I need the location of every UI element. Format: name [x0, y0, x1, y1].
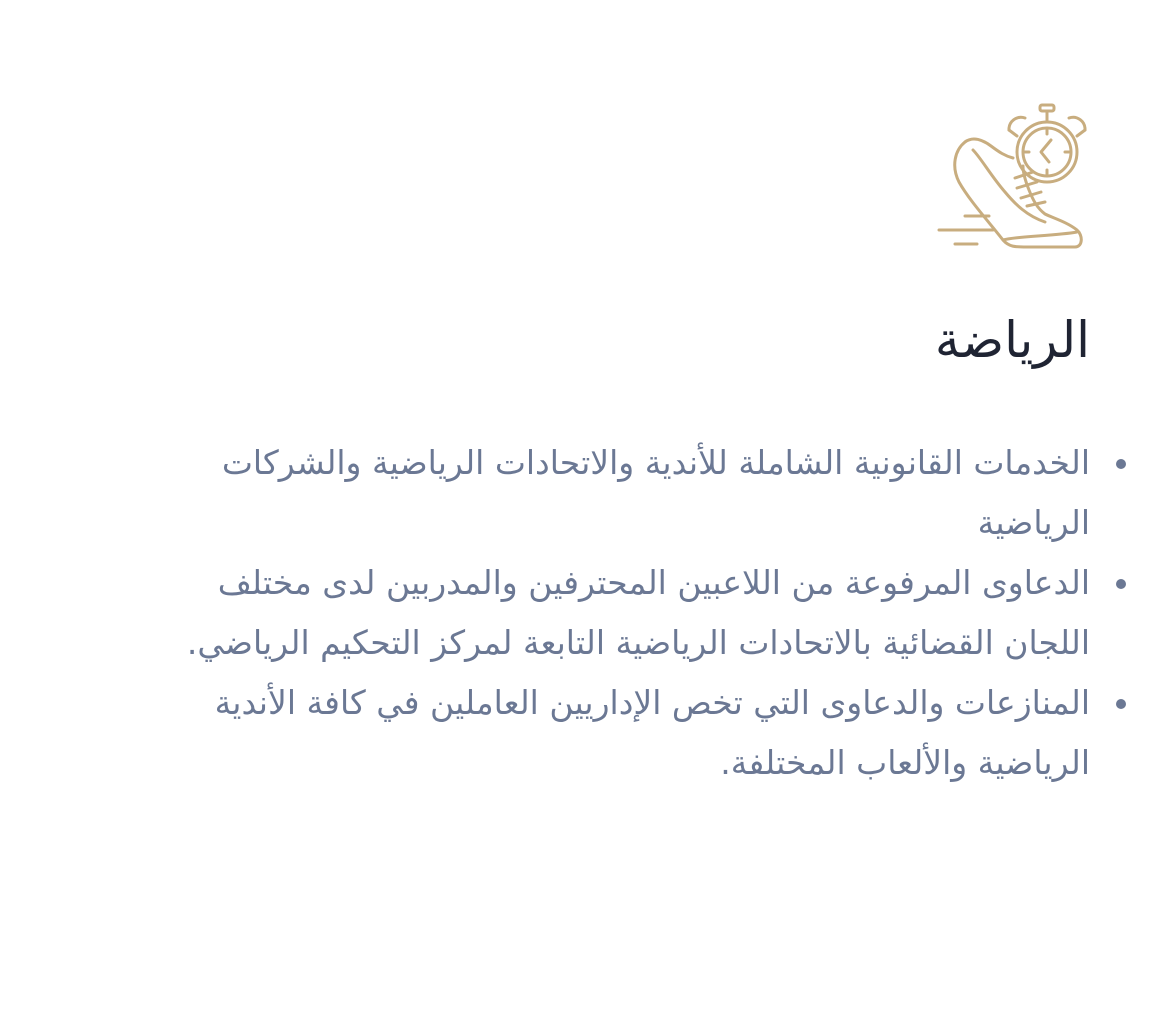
list-item [135, 673, 1090, 793]
list-item-text: الدعاوى المرفوعة من اللاعبين المحترفين والمدربين لدى مختلف اللجان القضائية بالاتحادات الرياضية التابعة لمركز التحكيم الرياضي. [186, 563, 1090, 662]
list-item [135, 553, 1090, 673]
bullet-marker [1116, 579, 1126, 589]
bullet-marker [1116, 459, 1126, 469]
list-item-text: المنازعات والدعاوى التي تخص الإداريين العاملين في كافة الأندية الرياضية والألعاب المختلفة. [214, 683, 1090, 782]
services-list [135, 433, 1090, 793]
section-title: الرياضة [934, 311, 1090, 369]
running-shoe-stopwatch-icon [937, 100, 1091, 252]
list-item-text: الخدمات القانونية الشاملة للأندية والاتحادات الرياضية والشركات الرياضية [221, 443, 1090, 542]
list-item [135, 433, 1090, 553]
bullet-marker [1116, 699, 1126, 709]
